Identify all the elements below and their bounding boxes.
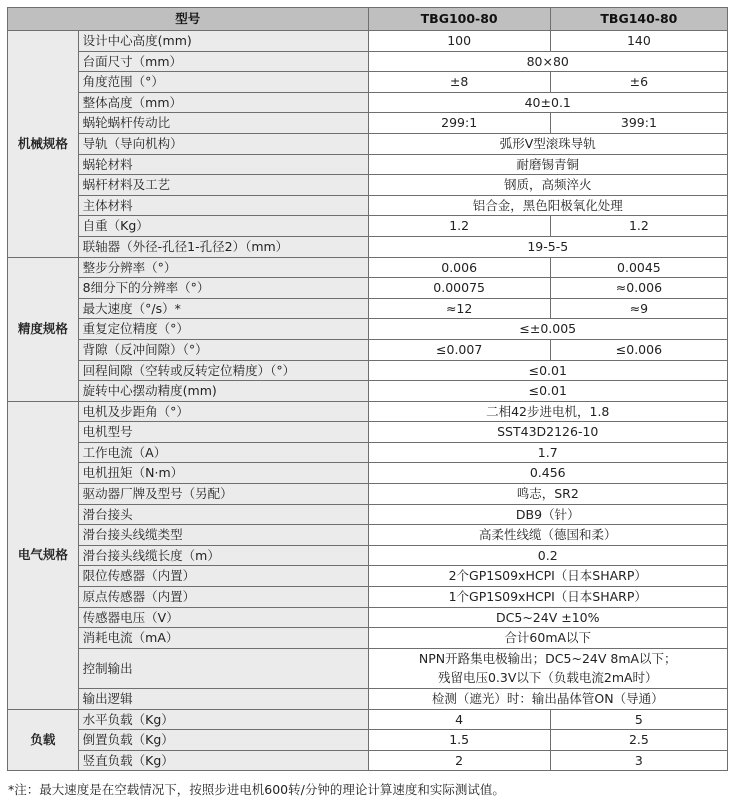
- value-shared: 二相42步进电机，1.8: [368, 401, 728, 422]
- row-label: 回程间隙（空转或反转定位精度）（°）: [78, 360, 368, 381]
- row-label: 自重（Kg）: [78, 216, 368, 237]
- value-b: ≤0.006: [550, 339, 727, 360]
- value-shared: ≤0.01: [368, 360, 728, 381]
- value-shared: 弧形V型滚珠导轨: [368, 133, 728, 154]
- footnote: *注：最大速度是在空载情况下，按照步进电机600转/分钟的理论计算速度和实际测试值。: [8, 782, 505, 797]
- header-row: [8, 8, 728, 31]
- table-row: [8, 545, 728, 566]
- value-a: ≈12: [368, 298, 550, 319]
- row-label: 电机及步距角（°）: [78, 401, 368, 422]
- value-shared: DB9（针）: [368, 504, 728, 525]
- table-row: [8, 401, 728, 422]
- category-electrical: 电气规格: [8, 401, 79, 709]
- value-shared: 1个GP1S09xHCPI（日本SHARP）: [368, 587, 728, 608]
- value-b: 0.0045: [550, 257, 727, 278]
- table-row: [8, 216, 728, 237]
- table-row: [8, 175, 728, 196]
- row-label: 消耗电流（mA）: [78, 628, 368, 649]
- header-model: 型号: [8, 8, 369, 31]
- table-row: [8, 689, 728, 710]
- row-label: 最大速度（°/s）*: [78, 298, 368, 319]
- row-label: 电机扭矩（N·m）: [78, 463, 368, 484]
- row-label: 主体材料: [78, 195, 368, 216]
- category-load: 负载: [8, 709, 79, 771]
- value-a: 1.5: [368, 730, 550, 751]
- row-label: 滑台接头: [78, 504, 368, 525]
- value-b: 3: [550, 750, 727, 771]
- row-label: 竖直负载（Kg）: [78, 750, 368, 771]
- header-tbg140-80: TBG140-80: [550, 8, 727, 31]
- table-row: [8, 628, 728, 649]
- row-label: 8细分下的分辨率（°）: [78, 278, 368, 299]
- value-shared: 鸣志，SR2: [368, 484, 728, 505]
- row-label: 背隙（反冲间隙）（°）: [78, 339, 368, 360]
- table-row: [8, 51, 728, 72]
- table-row: [8, 92, 728, 113]
- row-label: 控制输出: [78, 648, 368, 688]
- value-shared: 2个GP1S09xHCPI（日本SHARP）: [368, 566, 728, 587]
- value-a: 100: [368, 31, 550, 52]
- table-row: [8, 587, 728, 608]
- value-shared: DC5~24V ±10%: [368, 607, 728, 628]
- table-row: [8, 31, 728, 52]
- table-row: [8, 566, 728, 587]
- value-shared: 40±0.1: [368, 92, 728, 113]
- value-shared: ≤0.01: [368, 381, 728, 402]
- row-label: 旋转中心摆动精度(mm): [78, 381, 368, 402]
- row-label: 角度范围（°）: [78, 72, 368, 93]
- table-row: [8, 504, 728, 525]
- row-label: 整步分辨率（°）: [78, 257, 368, 278]
- value-shared: 19-5-5: [368, 236, 728, 257]
- row-label: 设计中心高度(mm): [78, 31, 368, 52]
- table-row: [8, 525, 728, 546]
- value-shared: 耐磨锡青铜: [368, 154, 728, 175]
- value-a: ±8: [368, 72, 550, 93]
- category-precision: 精度规格: [8, 257, 79, 401]
- table-row: [8, 442, 728, 463]
- table-row: [8, 278, 728, 299]
- table-row: [8, 257, 728, 278]
- table-row: [8, 648, 728, 688]
- row-label: 滑台接头线缆类型: [78, 525, 368, 546]
- table-row: [8, 750, 728, 771]
- table-row: [8, 463, 728, 484]
- row-label: 蜗杆材料及工艺: [78, 175, 368, 196]
- value-shared: 1.7: [368, 442, 728, 463]
- row-label: 输出逻辑: [78, 689, 368, 710]
- table-row: [8, 195, 728, 216]
- row-label: 工作电流（A）: [78, 442, 368, 463]
- row-label: 限位传感器（内置）: [78, 566, 368, 587]
- row-label: 台面尺寸（mm）: [78, 51, 368, 72]
- table-row: [8, 360, 728, 381]
- row-label: 水平负载（Kg）: [78, 709, 368, 730]
- value-shared: 0.2: [368, 545, 728, 566]
- table-row: [8, 236, 728, 257]
- row-label: 联轴器（外径-孔径1-孔径2）（mm）: [78, 236, 368, 257]
- row-label: 滑台接头线缆长度（m）: [78, 545, 368, 566]
- value-shared: 80×80: [368, 51, 728, 72]
- value-shared: SST43D2126-10: [368, 422, 728, 443]
- row-label: 导轨（导向机构）: [78, 133, 368, 154]
- row-label: 蜗轮蜗杆传动比: [78, 113, 368, 134]
- row-label: 倒置负载（Kg）: [78, 730, 368, 751]
- value-b: ±6: [550, 72, 727, 93]
- row-label: 传感器电压（V）: [78, 607, 368, 628]
- value-a: 0.00075: [368, 278, 550, 299]
- value-shared: 合计60mA以下: [368, 628, 728, 649]
- value-b: 5: [550, 709, 727, 730]
- row-label: 电机型号: [78, 422, 368, 443]
- row-label: 原点传感器（内置）: [78, 587, 368, 608]
- value-a: ≤0.007: [368, 339, 550, 360]
- table-row: [8, 72, 728, 93]
- value-a: 0.006: [368, 257, 550, 278]
- table-row: [8, 298, 728, 319]
- table-row: [8, 730, 728, 751]
- value-shared: 高柔性线缆（德国和柔）: [368, 525, 728, 546]
- row-label: 驱动器厂牌及型号（另配）: [78, 484, 368, 505]
- value-a: 4: [368, 709, 550, 730]
- spec-table: [7, 7, 728, 771]
- value-shared: 0.456: [368, 463, 728, 484]
- value-b: ≈0.006: [550, 278, 727, 299]
- table-row: [8, 339, 728, 360]
- category-mechanical: 机械规格: [8, 31, 79, 258]
- value-shared: [368, 648, 728, 688]
- value-shared: ≤±0.005: [368, 319, 728, 340]
- header-tbg100-80: TBG100-80: [368, 8, 550, 31]
- value-a: 1.2: [368, 216, 550, 237]
- value-b: 140: [550, 31, 727, 52]
- table-row: [8, 113, 728, 134]
- value-b: 1.2: [550, 216, 727, 237]
- value-shared: 检测（遮光）时：输出晶体管ON（导通）: [368, 689, 728, 710]
- value-b: 399:1: [550, 113, 727, 134]
- value-a: 2: [368, 750, 550, 771]
- control-output-line-2: 残留电压0.3V以下（负载电流2mA时）: [437, 670, 658, 686]
- table-row: [8, 607, 728, 628]
- value-shared: 钢质，高频淬火: [368, 175, 728, 196]
- table-row: [8, 484, 728, 505]
- table-row: [8, 422, 728, 443]
- value-b: 2.5: [550, 730, 727, 751]
- control-output-line-1: NPN开路集电极输出；DC5~24V 8mA以下；: [418, 650, 677, 666]
- table-row: [8, 381, 728, 402]
- table-row: [8, 709, 728, 730]
- table-row: [8, 319, 728, 340]
- table-row: [8, 133, 728, 154]
- row-label: 蜗轮材料: [78, 154, 368, 175]
- value-shared: 铝合金，黑色阳极氧化处理: [368, 195, 728, 216]
- value-b: ≈9: [550, 298, 727, 319]
- row-label: 整体高度（mm）: [78, 92, 368, 113]
- row-label: 重复定位精度（°）: [78, 319, 368, 340]
- value-a: 299:1: [368, 113, 550, 134]
- table-row: [8, 154, 728, 175]
